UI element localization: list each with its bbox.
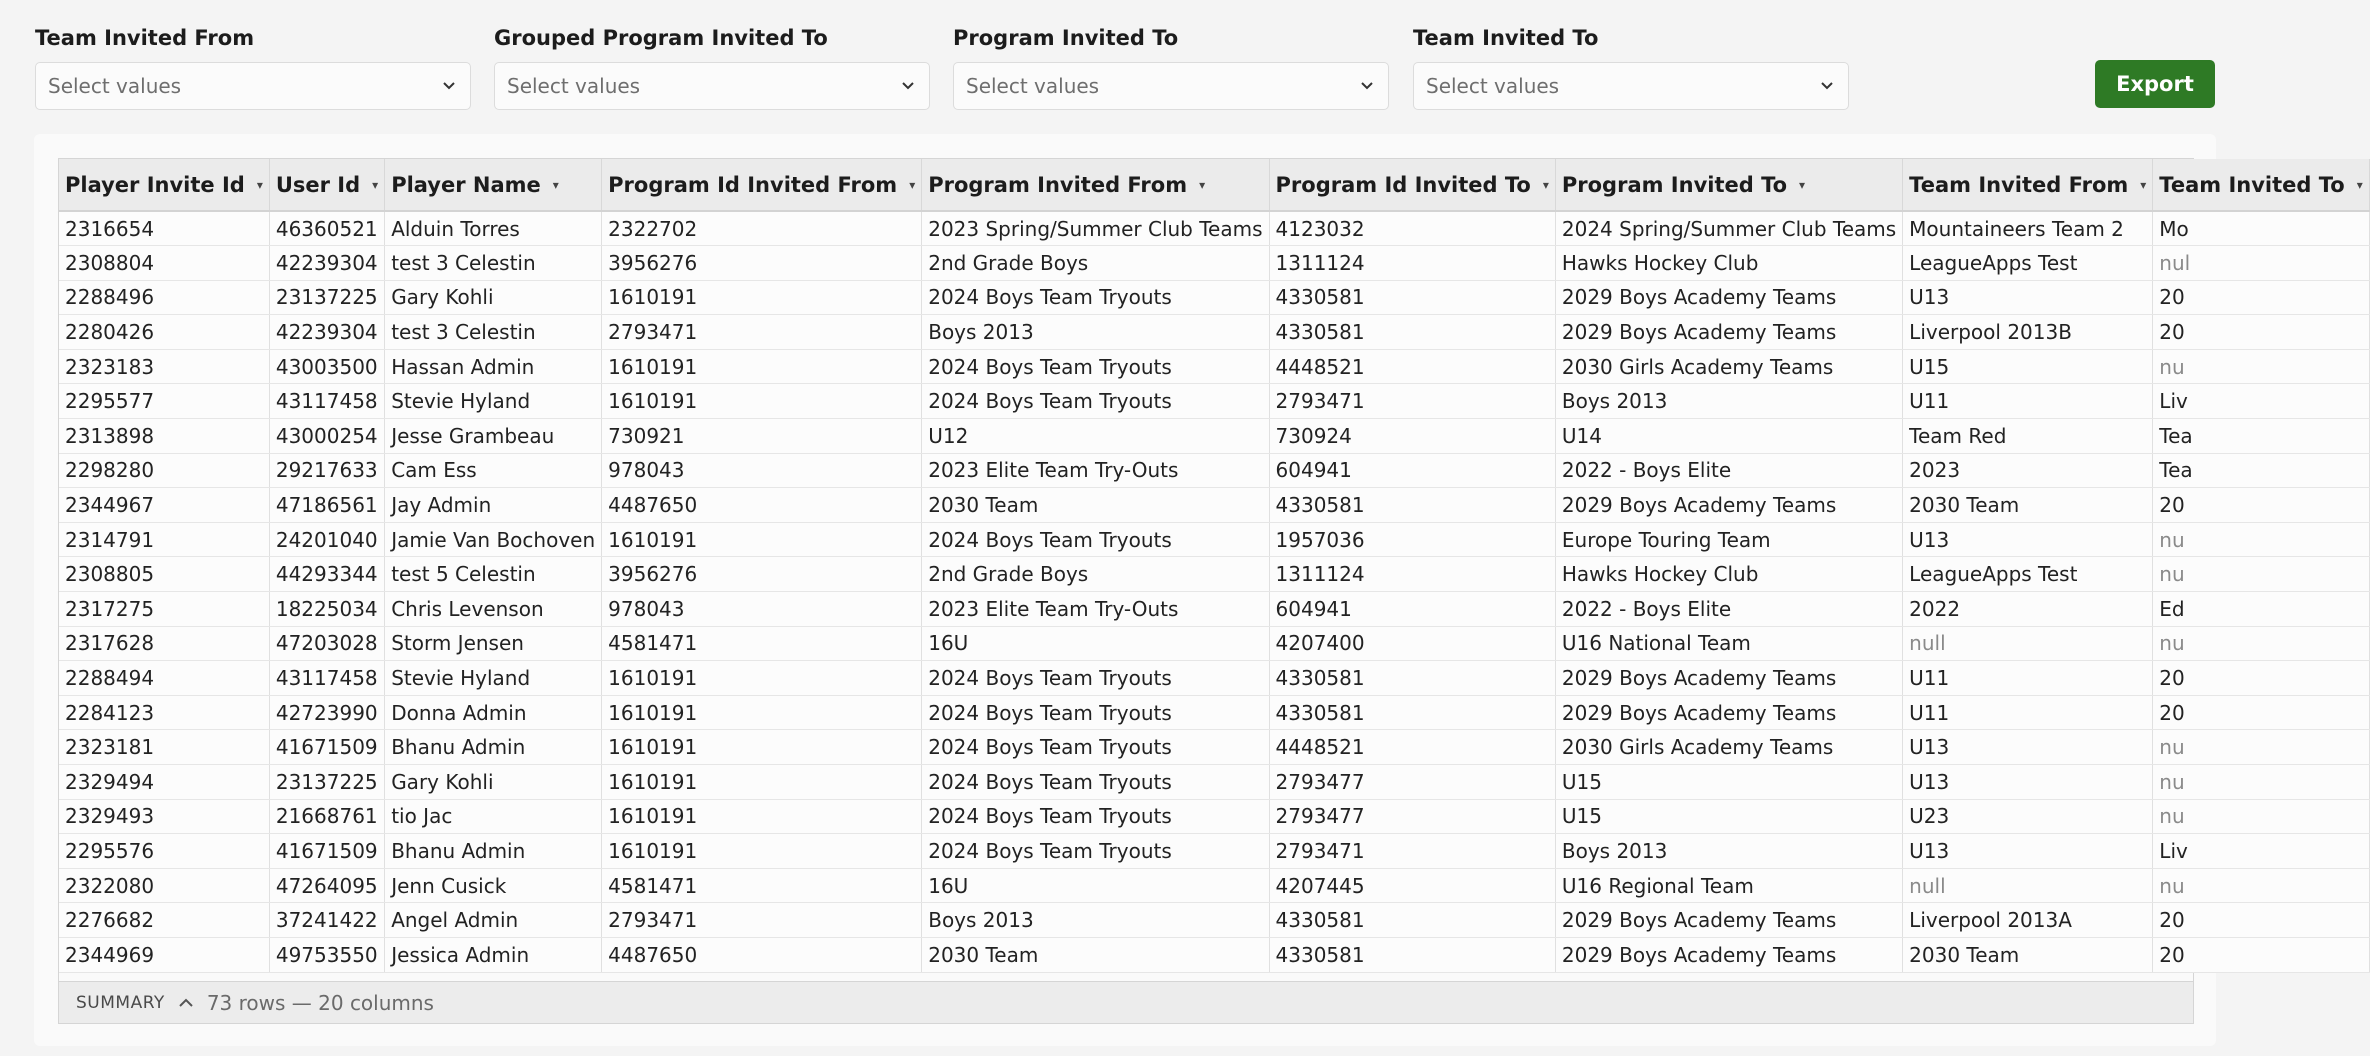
- table-cell: U15: [1555, 799, 1902, 834]
- table-cell: 4330581: [1269, 488, 1555, 523]
- table-cell: 2280426: [59, 315, 269, 350]
- table-cell: 2022 - Boys Elite: [1555, 592, 1902, 627]
- table-cell: 43003500: [269, 349, 384, 384]
- table-cell: Gary Kohli: [385, 765, 602, 800]
- table-cell: Cam Ess: [385, 453, 602, 488]
- table-cell: 1610191: [602, 280, 922, 315]
- table-cell: Tea: [2153, 453, 2369, 488]
- table-cell: 2024 Boys Team Tryouts: [922, 349, 1269, 384]
- table-cell: 730921: [602, 419, 922, 454]
- table-cell: 2030 Girls Academy Teams: [1555, 349, 1902, 384]
- select-placeholder: Select values: [966, 74, 1100, 98]
- table-cell: Alduin Torres: [385, 211, 602, 246]
- table-cell: nu: [2153, 349, 2369, 384]
- column-header-content: [1276, 173, 1549, 197]
- table-cell: 2295577: [59, 384, 269, 419]
- table-cell: 1610191: [602, 695, 922, 730]
- table-cell: 2295576: [59, 834, 269, 869]
- caret-down-icon[interactable]: ▾: [1199, 177, 1206, 192]
- table-cell: 1610191: [602, 522, 922, 557]
- table-cell: 20: [2153, 695, 2369, 730]
- table-cell: U13: [1903, 765, 2153, 800]
- table-cell: 3956276: [602, 246, 922, 281]
- filter-team-invited-from: [35, 24, 471, 110]
- column-header-label: Player Invite Id: [65, 172, 245, 197]
- column-header-label: Team Invited To: [2159, 172, 2345, 197]
- table-cell: 2288494: [59, 661, 269, 696]
- table-cell: 2313898: [59, 419, 269, 454]
- table-cell: 20: [2153, 488, 2369, 523]
- table-cell: 4487650: [602, 488, 922, 523]
- table-cell: 16U: [922, 868, 1269, 903]
- table-cell: 2029 Boys Academy Teams: [1555, 695, 1902, 730]
- table-cell: Jessica Admin: [385, 937, 602, 972]
- column-header-content: [1562, 173, 1896, 197]
- table-cell: Hawks Hockey Club: [1555, 246, 1902, 281]
- table-cell: 2029 Boys Academy Teams: [1555, 315, 1902, 350]
- table-row[interactable]: [59, 834, 2369, 869]
- chevron-down-icon: [899, 77, 917, 95]
- table-cell: Gary Kohli: [385, 280, 602, 315]
- column-header-content: [928, 173, 1262, 197]
- table-cell: LeagueApps Test: [1903, 246, 2153, 281]
- column-header[interactable]: [2153, 159, 2369, 211]
- table-cell: Liverpool 2013A: [1903, 903, 2153, 938]
- table-cell: Liv: [2153, 834, 2369, 869]
- table-cell: 2024 Boys Team Tryouts: [922, 765, 1269, 800]
- table-cell: 4330581: [1269, 315, 1555, 350]
- table-body: [59, 211, 2369, 972]
- table-cell: U13: [1903, 522, 2153, 557]
- table-cell: 2329493: [59, 799, 269, 834]
- chevron-up-icon[interactable]: [179, 998, 193, 1007]
- table-row[interactable]: [59, 211, 2369, 246]
- column-header[interactable]: [385, 159, 602, 211]
- table-cell: U12: [922, 419, 1269, 454]
- table-cell: 1610191: [602, 349, 922, 384]
- table-cell: 23137225: [269, 765, 384, 800]
- table-row[interactable]: [59, 868, 2369, 903]
- table-row[interactable]: [59, 937, 2369, 972]
- table-cell: Chris Levenson: [385, 592, 602, 627]
- table-cell: Bhanu Admin: [385, 834, 602, 869]
- table-cell: 2029 Boys Academy Teams: [1555, 280, 1902, 315]
- caret-down-icon[interactable]: ▾: [2140, 177, 2147, 192]
- filter-label: Team Invited From: [35, 26, 255, 50]
- table-cell: 2029 Boys Academy Teams: [1555, 661, 1902, 696]
- table-cell: 2323183: [59, 349, 269, 384]
- table-cell: 1610191: [602, 799, 922, 834]
- table-cell: 2024 Boys Team Tryouts: [922, 384, 1269, 419]
- filter-grouped-program-invited-to: [494, 24, 930, 110]
- table-cell: Donna Admin: [385, 695, 602, 730]
- team-invited-from-select[interactable]: [35, 62, 471, 110]
- table-cell: 1957036: [1269, 522, 1555, 557]
- table-cell: 2322702: [602, 211, 922, 246]
- table-cell: 20: [2153, 937, 2369, 972]
- table-cell: 37241422: [269, 903, 384, 938]
- table-cell: null: [1903, 626, 2153, 661]
- table-cell: 2030 Girls Academy Teams: [1555, 730, 1902, 765]
- table-cell: 2023 Elite Team Try-Outs: [922, 453, 1269, 488]
- table-cell: Storm Jensen: [385, 626, 602, 661]
- table-cell: test 5 Celestin: [385, 557, 602, 592]
- data-grid: [58, 158, 2363, 1024]
- column-header-label: User Id: [275, 172, 361, 197]
- table-cell: 2029 Boys Academy Teams: [1555, 937, 1902, 972]
- select-placeholder: Select values: [48, 74, 182, 98]
- table-cell: 41671509: [269, 834, 384, 869]
- table-cell: 2023 Spring/Summer Club Teams: [922, 211, 1269, 246]
- table-row[interactable]: [59, 661, 2369, 696]
- table-cell: Europe Touring Team: [1555, 522, 1902, 557]
- table-cell: nu: [2153, 868, 2369, 903]
- table-cell: 2344967: [59, 488, 269, 523]
- table-cell: U13: [1903, 834, 2153, 869]
- table-cell: nu: [2153, 626, 2369, 661]
- table-cell: Mo: [2153, 211, 2369, 246]
- table-cell: 2317275: [59, 592, 269, 627]
- caret-down-icon[interactable]: ▾: [2356, 177, 2363, 192]
- table-cell: 2308805: [59, 557, 269, 592]
- table-cell: Liv: [2153, 384, 2369, 419]
- table-cell: 978043: [602, 592, 922, 627]
- column-header-content: [276, 173, 378, 197]
- column-header-label: Program Id Invited To: [1275, 172, 1531, 197]
- table-cell: 20: [2153, 903, 2369, 938]
- table-cell: U13: [1903, 730, 2153, 765]
- table-cell: 2024 Boys Team Tryouts: [922, 799, 1269, 834]
- chevron-down-icon: [1358, 77, 1376, 95]
- column-header-label: Team Invited From: [1909, 172, 2129, 197]
- column-header[interactable]: [1903, 159, 2153, 211]
- table-cell: 2793477: [1269, 799, 1555, 834]
- table-cell: U11: [1903, 695, 2153, 730]
- table-cell: 42723990: [269, 695, 384, 730]
- table-cell: Boys 2013: [922, 903, 1269, 938]
- table-cell: Jesse Grambeau: [385, 419, 602, 454]
- table-cell: 21668761: [269, 799, 384, 834]
- table-cell: 1610191: [602, 834, 922, 869]
- program-invited-to-select[interactable]: [953, 62, 1389, 110]
- table-cell: 2023: [1903, 453, 2153, 488]
- table-cell: 1311124: [1269, 246, 1555, 281]
- table-cell: U16 Regional Team: [1555, 868, 1902, 903]
- grouped-program-invited-to-select[interactable]: [494, 62, 930, 110]
- summary-text: 73 rows — 20 columns: [206, 990, 434, 1015]
- table-cell: 2nd Grade Boys: [922, 557, 1269, 592]
- table-cell: 2288496: [59, 280, 269, 315]
- table-cell: 2308804: [59, 246, 269, 281]
- caret-down-icon[interactable]: ▾: [256, 177, 263, 192]
- table-row[interactable]: [59, 626, 2369, 661]
- export-button[interactable]: Export: [2095, 60, 2215, 108]
- column-header-content: [2159, 173, 2362, 197]
- filter-bar: [0, 0, 2246, 130]
- table-cell: test 3 Celestin: [385, 315, 602, 350]
- table-cell: nu: [2153, 799, 2369, 834]
- column-header-content: [608, 173, 915, 197]
- table-cell: 2024 Boys Team Tryouts: [922, 730, 1269, 765]
- table-cell: Jay Admin: [385, 488, 602, 523]
- table-cell: U15: [1903, 349, 2153, 384]
- filter-program-invited-to: [953, 24, 1389, 110]
- table-cell: 20: [2153, 280, 2369, 315]
- table-cell: Jenn Cusick: [385, 868, 602, 903]
- table-cell: 24201040: [269, 522, 384, 557]
- caret-down-icon[interactable]: ▾: [552, 177, 559, 192]
- column-header[interactable]: [602, 159, 922, 211]
- table-cell: Team Red: [1903, 419, 2153, 454]
- table-cell: 2024 Boys Team Tryouts: [922, 834, 1269, 869]
- table-cell: 1610191: [602, 384, 922, 419]
- table-cell: 2022 - Boys Elite: [1555, 453, 1902, 488]
- table-cell: 2793471: [602, 903, 922, 938]
- select-placeholder: Select values: [507, 74, 641, 98]
- table-cell: 1610191: [602, 661, 922, 696]
- table-cell: 4330581: [1269, 695, 1555, 730]
- table-cell: 2023 Elite Team Try-Outs: [922, 592, 1269, 627]
- table-cell: U11: [1903, 661, 2153, 696]
- table-cell: 4581471: [602, 868, 922, 903]
- table-cell: 4330581: [1269, 661, 1555, 696]
- summary-bar: [59, 981, 2193, 1023]
- table-cell: 2323181: [59, 730, 269, 765]
- filter-label: Grouped Program Invited To: [494, 26, 828, 50]
- table-cell: 47203028: [269, 626, 384, 661]
- table-cell: 2793471: [1269, 834, 1555, 869]
- table-cell: U23: [1903, 799, 2153, 834]
- table-cell: 46360521: [269, 211, 384, 246]
- table-cell: 1610191: [602, 765, 922, 800]
- table-cell: 2024 Spring/Summer Club Teams: [1555, 211, 1902, 246]
- table-cell: Tea: [2153, 419, 2369, 454]
- table-cell: tio Jac: [385, 799, 602, 834]
- table-cell: 43117458: [269, 384, 384, 419]
- table-cell: nul: [2153, 246, 2369, 281]
- table-cell: Stevie Hyland: [385, 384, 602, 419]
- table-cell: Jamie Van Bochoven: [385, 522, 602, 557]
- table-cell: 49753550: [269, 937, 384, 972]
- column-header-content: [1909, 173, 2146, 197]
- table-cell: 41671509: [269, 730, 384, 765]
- table-row[interactable]: [59, 903, 2369, 938]
- table-cell: Hassan Admin: [385, 349, 602, 384]
- table-cell: 2029 Boys Academy Teams: [1555, 903, 1902, 938]
- column-header-label: Program Id Invited From: [608, 172, 898, 197]
- table-cell: Angel Admin: [385, 903, 602, 938]
- table-cell: null: [1903, 868, 2153, 903]
- table-row[interactable]: [59, 349, 2369, 384]
- table-cell: Mountaineers Team 2: [1903, 211, 2153, 246]
- table-row[interactable]: [59, 453, 2369, 488]
- table-cell: U14: [1555, 419, 1902, 454]
- table-cell: 43117458: [269, 661, 384, 696]
- filter-team-invited-to: [1413, 24, 1849, 110]
- data-table: [59, 159, 2370, 973]
- team-invited-to-select[interactable]: [1413, 62, 1849, 110]
- table-cell: 4123032: [1269, 211, 1555, 246]
- table-cell: 2322080: [59, 868, 269, 903]
- select-placeholder: Select values: [1426, 74, 1560, 98]
- table-cell: U13: [1903, 280, 2153, 315]
- table-cell: 2030 Team: [1903, 488, 2153, 523]
- caret-down-icon[interactable]: ▾: [1799, 177, 1806, 192]
- table-cell: 2024 Boys Team Tryouts: [922, 522, 1269, 557]
- table-cell: U15: [1555, 765, 1902, 800]
- table-row[interactable]: [59, 695, 2369, 730]
- column-header-label: Player Name: [391, 172, 541, 197]
- table-cell: nu: [2153, 765, 2369, 800]
- caret-down-icon[interactable]: ▾: [909, 177, 916, 192]
- table-cell: nu: [2153, 730, 2369, 765]
- table-cell: 2030 Team: [922, 937, 1269, 972]
- table-row[interactable]: [59, 557, 2369, 592]
- column-header[interactable]: [59, 159, 269, 211]
- table-cell: 47264095: [269, 868, 384, 903]
- table-cell: U11: [1903, 384, 2153, 419]
- table-cell: 604941: [1269, 453, 1555, 488]
- table-cell: 2793477: [1269, 765, 1555, 800]
- table-cell: 730924: [1269, 419, 1555, 454]
- table-cell: 2030 Team: [1903, 937, 2153, 972]
- table-cell: 23137225: [269, 280, 384, 315]
- table-cell: 2nd Grade Boys: [922, 246, 1269, 281]
- table-cell: nu: [2153, 557, 2369, 592]
- table-row[interactable]: [59, 799, 2369, 834]
- table-cell: Boys 2013: [922, 315, 1269, 350]
- table-cell: 42239304: [269, 315, 384, 350]
- table-row[interactable]: [59, 522, 2369, 557]
- table-cell: Bhanu Admin: [385, 730, 602, 765]
- table-cell: LeagueApps Test: [1903, 557, 2153, 592]
- table-cell: 2316654: [59, 211, 269, 246]
- table-cell: 2298280: [59, 453, 269, 488]
- table-cell: 4330581: [1269, 903, 1555, 938]
- table-cell: 4330581: [1269, 280, 1555, 315]
- table-cell: 4207445: [1269, 868, 1555, 903]
- table-cell: nu: [2153, 522, 2369, 557]
- table-cell: 2329494: [59, 765, 269, 800]
- table-cell: 4448521: [1269, 730, 1555, 765]
- table-cell: 2314791: [59, 522, 269, 557]
- table-cell: 43000254: [269, 419, 384, 454]
- table-cell: 2317628: [59, 626, 269, 661]
- table-cell: 2024 Boys Team Tryouts: [922, 280, 1269, 315]
- table-cell: 2793471: [1269, 384, 1555, 419]
- table-row[interactable]: [59, 384, 2369, 419]
- table-row[interactable]: [59, 419, 2369, 454]
- table-cell: 4448521: [1269, 349, 1555, 384]
- column-header[interactable]: [1269, 159, 1555, 211]
- table-cell: 4330581: [1269, 937, 1555, 972]
- table-cell: 2344969: [59, 937, 269, 972]
- table-row[interactable]: [59, 488, 2369, 523]
- table-cell: 20: [2153, 315, 2369, 350]
- table-cell: 2793471: [602, 315, 922, 350]
- table-row[interactable]: [59, 280, 2369, 315]
- table-cell: 42239304: [269, 246, 384, 281]
- table-row[interactable]: [59, 315, 2369, 350]
- table-cell: 18225034: [269, 592, 384, 627]
- table-cell: Boys 2013: [1555, 834, 1902, 869]
- table-cell: Boys 2013: [1555, 384, 1902, 419]
- table-cell: U16 National Team: [1555, 626, 1902, 661]
- table-cell: 978043: [602, 453, 922, 488]
- column-header-label: Program Invited From: [928, 172, 1188, 197]
- table-cell: 4581471: [602, 626, 922, 661]
- table-cell: 4487650: [602, 937, 922, 972]
- column-header[interactable]: [1555, 159, 1902, 211]
- table-cell: 2276682: [59, 903, 269, 938]
- table-cell: 20: [2153, 661, 2369, 696]
- table-cell: 2030 Team: [922, 488, 1269, 523]
- table-row[interactable]: [59, 765, 2369, 800]
- table-cell: 2029 Boys Academy Teams: [1555, 488, 1902, 523]
- caret-down-icon[interactable]: ▾: [372, 177, 379, 192]
- table-cell: 2024 Boys Team Tryouts: [922, 661, 1269, 696]
- table-cell: 1311124: [1269, 557, 1555, 592]
- column-header[interactable]: [269, 159, 384, 211]
- table-cell: 2284123: [59, 695, 269, 730]
- table-cell: 1610191: [602, 730, 922, 765]
- column-header[interactable]: [922, 159, 1269, 211]
- results-panel: [34, 134, 2363, 1046]
- column-header-label: Program Invited To: [1561, 172, 1788, 197]
- table-cell: 44293344: [269, 557, 384, 592]
- chevron-down-icon: [440, 77, 458, 95]
- table-cell: 47186561: [269, 488, 384, 523]
- table-cell: Ed: [2153, 592, 2369, 627]
- table-cell: 29217633: [269, 453, 384, 488]
- filter-label: Program Invited To: [953, 26, 1179, 50]
- table-cell: 4207400: [1269, 626, 1555, 661]
- table-cell: 16U: [922, 626, 1269, 661]
- summary-label[interactable]: SUMMARY: [76, 992, 165, 1013]
- filter-label: Team Invited To: [1413, 26, 1599, 50]
- table-cell: Hawks Hockey Club: [1555, 557, 1902, 592]
- column-header-content: [65, 173, 263, 197]
- table-row[interactable]: [59, 592, 2369, 627]
- table-cell: 2022: [1903, 592, 2153, 627]
- table-cell: Liverpool 2013B: [1903, 315, 2153, 350]
- table-cell: 2024 Boys Team Tryouts: [922, 695, 1269, 730]
- table-row[interactable]: [59, 246, 2369, 281]
- table-cell: Stevie Hyland: [385, 661, 602, 696]
- header-row: [59, 159, 2369, 211]
- table-cell: 604941: [1269, 592, 1555, 627]
- caret-down-icon[interactable]: ▾: [1542, 177, 1549, 192]
- column-header-content: [391, 173, 595, 197]
- chevron-down-icon: [1818, 77, 1836, 95]
- table-row[interactable]: [59, 730, 2369, 765]
- table-cell: test 3 Celestin: [385, 246, 602, 281]
- table-cell: 3956276: [602, 557, 922, 592]
